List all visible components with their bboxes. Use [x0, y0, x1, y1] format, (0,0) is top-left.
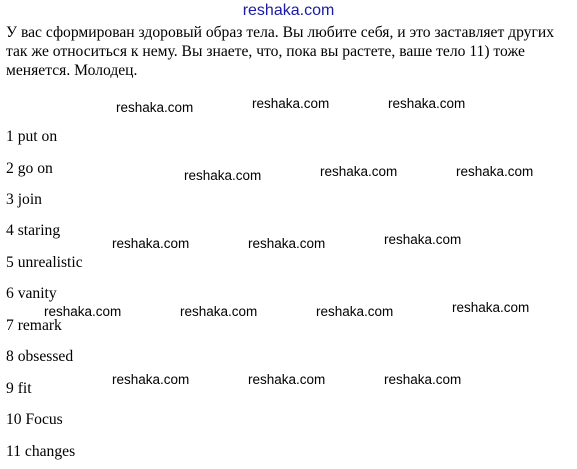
answer-item-2: 2 go on [6, 160, 53, 177]
watermark: reshaka.com [320, 164, 398, 179]
answer-item-4: 4 staring [6, 222, 61, 239]
watermark: reshaka.com [44, 304, 122, 319]
watermark: reshaka.com [384, 372, 462, 387]
answer-item-10: 10 Focus [6, 411, 63, 428]
answer-item-11: 11 changes [6, 443, 76, 460]
site-header-link[interactable]: reshaka.com [242, 2, 335, 19]
answer-item-1: 1 put on [6, 128, 58, 145]
watermark: reshaka.com [388, 96, 466, 111]
answer-item-9: 9 fit [6, 380, 32, 397]
watermark: reshaka.com [384, 232, 462, 247]
answer-item-3: 3 join [6, 191, 42, 208]
answer-item-5: 5 unrealistic [6, 254, 83, 271]
answer-item-8: 8 obsessed [6, 348, 74, 365]
russian-paragraph: У вас сформирован здоровый образ тела. Вы любите себя, и это заставляет других так же относиться к нему. Вы знаете, что, пока вы растете, ваше тело 11) тоже меняется. Молодец. [6, 24, 555, 79]
watermark: reshaka.com [112, 236, 190, 251]
watermark: reshaka.com [248, 372, 326, 387]
watermark: reshaka.com [184, 168, 262, 183]
watermark: reshaka.com [248, 236, 326, 251]
watermark: reshaka.com [252, 96, 330, 111]
watermark: reshaka.com [452, 300, 530, 315]
watermark: reshaka.com [116, 100, 194, 115]
answer-item-6: 6 vanity [6, 285, 57, 302]
watermark: reshaka.com [180, 304, 258, 319]
answer-item-7: 7 remark [6, 317, 62, 334]
watermark: reshaka.com [112, 372, 190, 387]
watermark: reshaka.com [316, 304, 394, 319]
watermark: reshaka.com [456, 164, 534, 179]
